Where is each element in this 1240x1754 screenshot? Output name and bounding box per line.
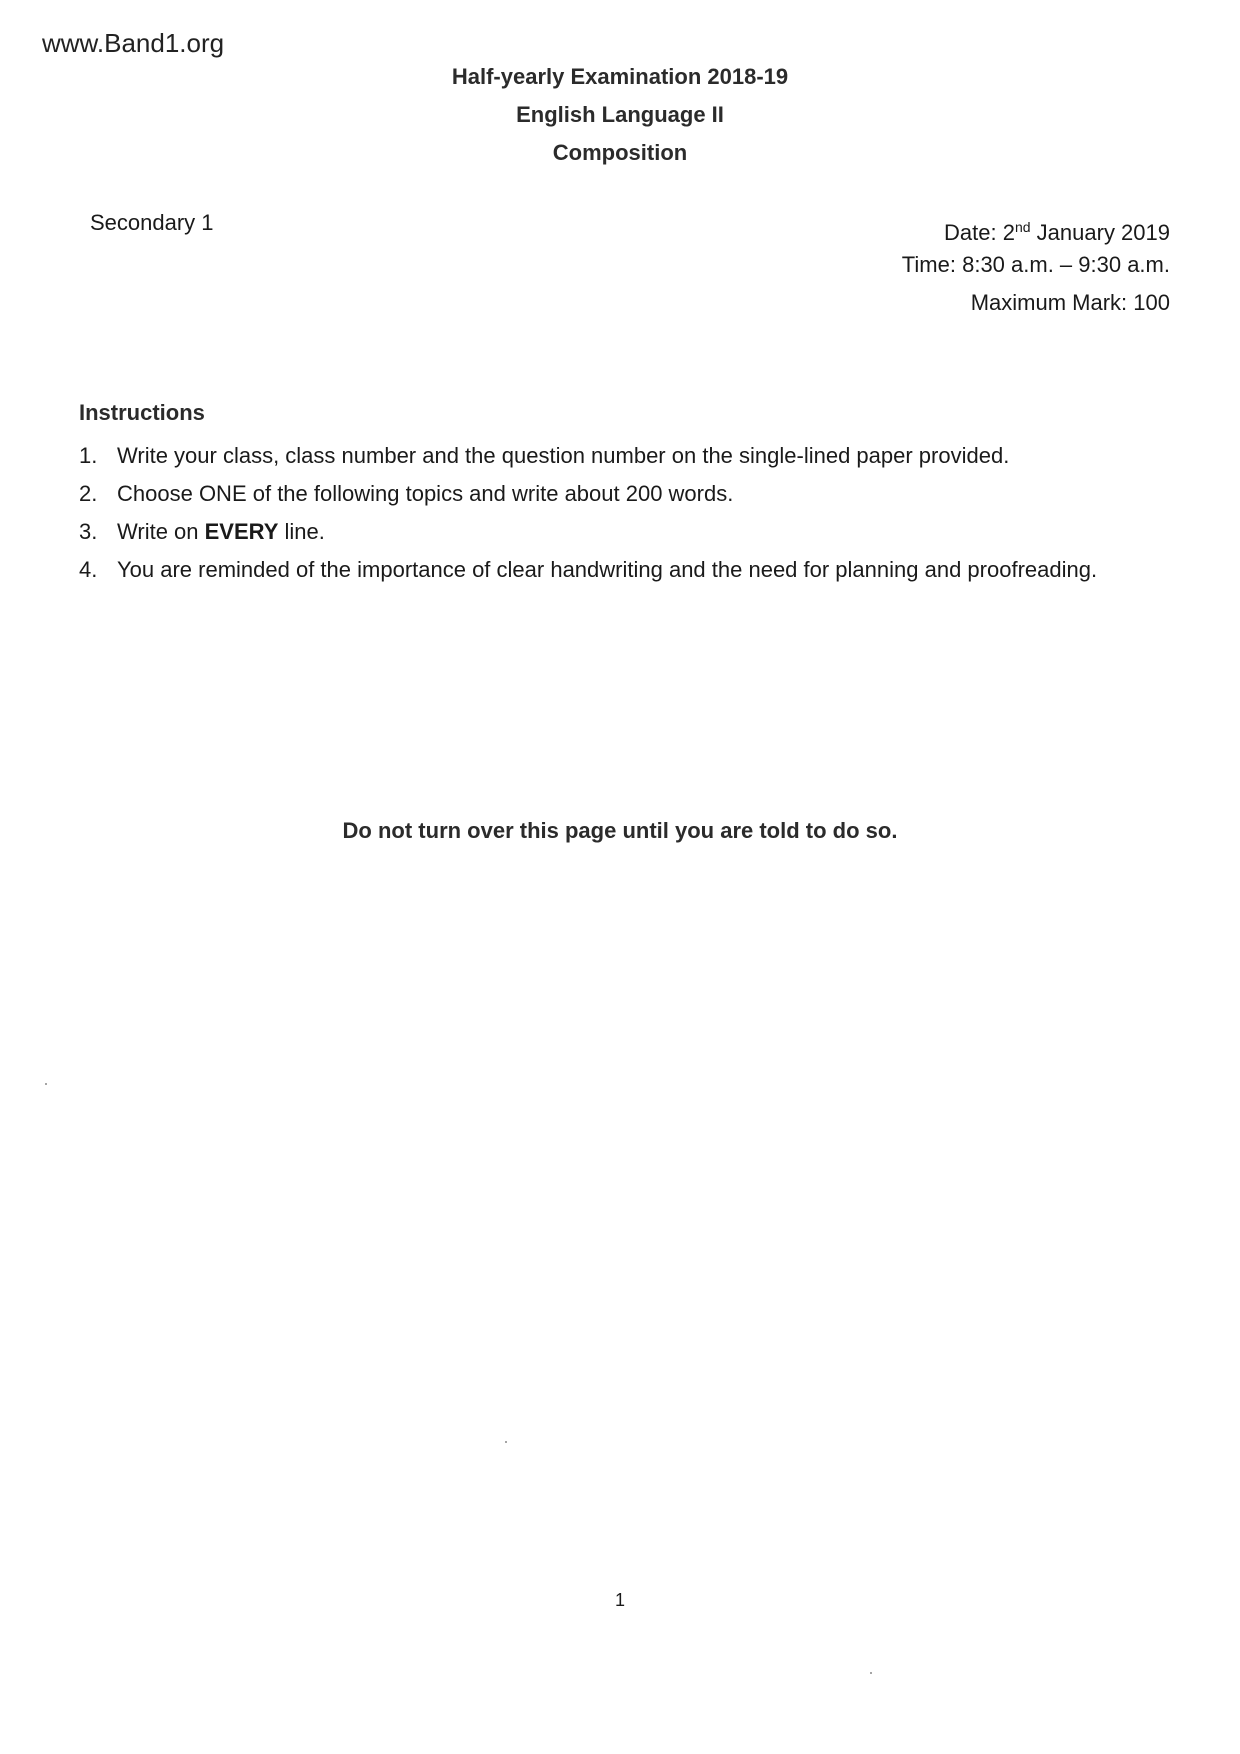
do-not-turn-notice: Do not turn over this page until you are told to do so. bbox=[342, 818, 898, 843]
instruction-text: Choose ONE of the following topics and write about 200 words. bbox=[117, 481, 734, 506]
date-prefix: Date: 2 bbox=[944, 220, 1015, 245]
instruction-text: You are reminded of the importance of clear handwriting and the need for planning and proofreading. bbox=[117, 557, 1098, 582]
date-ordinal-suffix: nd bbox=[1014, 219, 1031, 235]
date-rest: January 2019 bbox=[1030, 220, 1170, 245]
class-level: Secondary 1 bbox=[90, 210, 214, 235]
page-number: 1 bbox=[614, 1590, 625, 1610]
exam-time: Time: 8:30 a.m. – 9:30 a.m. bbox=[901, 252, 1170, 277]
maximum-mark: Maximum Mark: 100 bbox=[970, 290, 1170, 315]
exam-meta-block bbox=[902, 208, 1170, 322]
exam-title: Half-yearly Examination 2018-19 bbox=[451, 64, 789, 89]
scan-speck bbox=[870, 1672, 872, 1674]
exam-date bbox=[902, 208, 1170, 246]
scan-speck bbox=[505, 1441, 507, 1443]
subject-title: English Language II bbox=[516, 102, 724, 127]
instruction-text-end: line. bbox=[278, 519, 325, 544]
instructions-heading: Instructions bbox=[79, 400, 205, 425]
instruction-number: 3. bbox=[79, 519, 98, 544]
instruction-number: 2. bbox=[79, 481, 98, 506]
instruction-item bbox=[79, 551, 1179, 589]
instruction-number: 1. bbox=[79, 443, 98, 468]
exam-title-block bbox=[0, 58, 1240, 172]
instruction-item bbox=[79, 513, 1179, 551]
scan-speck bbox=[45, 1083, 47, 1085]
instruction-item bbox=[79, 475, 1179, 513]
instruction-item bbox=[79, 437, 1179, 475]
instructions-list bbox=[79, 437, 1179, 589]
instruction-text: Write on bbox=[117, 519, 205, 544]
instruction-number: 4. bbox=[79, 557, 98, 582]
watermark: www.Band1.org bbox=[42, 28, 225, 58]
instruction-text: Write your class, class number and the question number on the single-lined paper provided. bbox=[117, 443, 1010, 468]
paper-title: Composition bbox=[552, 140, 688, 165]
instruction-emphasis: EVERY bbox=[204, 519, 279, 544]
